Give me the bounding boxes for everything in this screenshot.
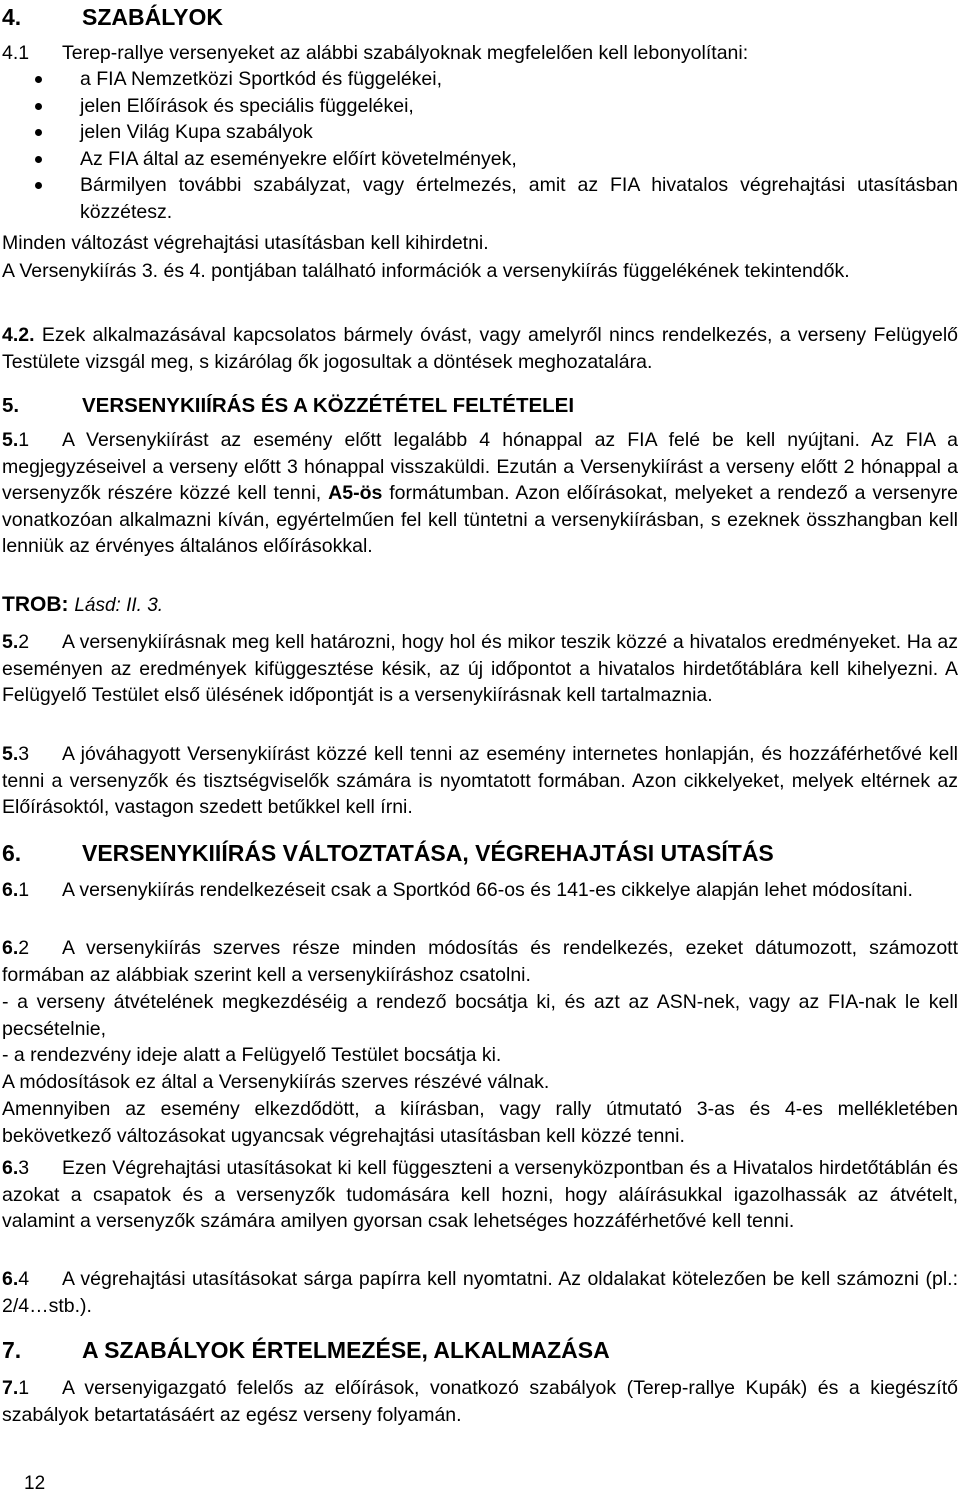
- paragraph-number: 4.1: [2, 42, 30, 64]
- section-title: VERSENYKIIÍRÁS ÉS A KÖZZÉTÉTEL FELTÉTELEI: [82, 394, 575, 417]
- paragraph-text: A versenykiírás rendelkezéseit csak a Sportkód 66-os és 141-es cikkelye alapján lehet módosítani.: [62, 879, 913, 901]
- section-title: SZABÁLYOK: [82, 4, 223, 30]
- paragraph-number: 6.1: [2, 879, 30, 901]
- trob-reference: [2, 592, 958, 620]
- paragraph-6-4: [2, 1266, 958, 1319]
- bullet-icon: [35, 103, 42, 110]
- paragraph-text: Terep-rallye versenyeket az alábbi szabályoknak megfelelően kell lebonyolítani:: [62, 42, 749, 64]
- paragraph-number: 5.2: [2, 631, 30, 653]
- bullet-icon: [35, 182, 42, 189]
- list-item: Az FIA által az eseményekre előírt követelmények,: [0, 146, 958, 173]
- paragraph-number: 5.3: [2, 743, 30, 765]
- bullet-icon: [35, 156, 42, 163]
- section-number: 7.: [2, 1337, 22, 1363]
- paragraph-number: 7.1: [2, 1377, 30, 1399]
- paragraph-text: Ezen Végrehajtási utasításokat ki kell függeszteni a versenyközpontban és a Hivatalos hirdetőtáblán és azokat a csapatok és a versenyzők tudomására kell hozni, hogy aláírásukkal igazolhassák az átvételt, valamint a versenyzők számára amilyen gyorsan csak lehetséges hozzáférhetővé kell tenni.: [2, 1157, 958, 1232]
- paragraph-5-2: [2, 629, 958, 709]
- list-item: jelen Világ Kupa szabályok: [0, 119, 958, 146]
- announcement-line: Minden változást végrehajtási utasításban kell kihirdetni.: [2, 232, 489, 254]
- bullet-icon: [35, 129, 42, 136]
- amendment-rule-1: - a verseny átvételének megkezdéséig a rendező bocsátja ki, és azt az ASN-nek, vagy az FIA-nak le kell pecsételnie,: [2, 991, 958, 1040]
- paragraph-number: 6.2: [2, 937, 30, 959]
- paragraph-7-1: [2, 1375, 958, 1428]
- section-number: 4.: [2, 4, 22, 30]
- requirements-list: [0, 66, 958, 225]
- paragraph-6-2: [2, 935, 958, 988]
- paragraph-5-1: 5.1 A Versenykiírást az esemény előtt legalább 4 hónappal az FIA felé be kell nyújtani. Az FIA a megjegyzéseivel a verseny előtt 3 hónappal visszaküldi. Ezután a Versenykiírást a verseny előtt 2 hónappal a versenyzők részére közzé kell tenni, A5-ös formátumban. Azon előírásokat, melyeket a rendező a versenyre vonatkozóan alkalmazni kíván, egyértelműen fel kell tüntetni a versenykiírásban, s ezeknek összhangban kell lenniük az érvényes általános előírásokkal.: [2, 429, 958, 557]
- bullet-icon: [35, 76, 42, 83]
- paragraph-number: 6.4: [2, 1268, 30, 1290]
- paragraph-text: A jóváhagyott Versenykiírást közzé kell tenni az esemény internetes honlapján, és hozzáférhetővé kell tenni a versenyzők és tisztségviselők számára is nyomtatott formában. Azon cikkelyeket, melyek eltérnek az Előírásoktól, vastagon szedett betűkkel kell írni.: [2, 743, 958, 818]
- paragraph-number: 5.1: [2, 429, 30, 451]
- section-number: 5.: [2, 394, 20, 417]
- section-6-heading: [2, 838, 774, 868]
- section-number: 6.: [2, 840, 22, 866]
- page-number: 12: [24, 1473, 46, 1494]
- paragraph-number: 4.2.: [2, 324, 35, 346]
- paragraph-text: A végrehajtási utasításokat sárga papírra kell nyomtatni. Az oldalakat kötelezően be kell számozni (pl.: 2/4…stb.).: [2, 1268, 958, 1317]
- section-4-heading: [2, 2, 223, 32]
- paragraph-text: A versenykiírásnak meg kell határozni, hogy hol és mikor teszik közzé a hivatalos eredményeket. Ha az eseményen az eredmények kifüggesztése késik, az új időpontot a hivatalos hirdetőtáblára kell kihelyezni. A Felügyelő Testület első ülésének időpontját is a versenykiírásnak kell tartalmaznia.: [2, 631, 958, 706]
- list-item: jelen Előírások és speciális függelékei,: [0, 93, 958, 120]
- paragraph-6-1: [2, 877, 958, 904]
- section-5-heading: [2, 393, 574, 419]
- annex-line: A Versenykiírás 3. és 4. pontjában található információk a versenykiírás függelékének tekintendők.: [2, 260, 850, 282]
- format-emphasis: A5-ös: [328, 482, 383, 504]
- amendment-rule-4: Amennyiben az esemény elkezdődött, a kiírásban, vagy rally útmutató 3-as és 4-es mellékletében bekövetkező változásokat ugyancsak végrehajtási utasításban kell közzé tenni.: [2, 1098, 958, 1147]
- list-item: a FIA Nemzetközi Sportkód és függelékei,: [0, 66, 958, 93]
- paragraph-5-3: [2, 741, 958, 821]
- trob-text: Lásd: II. 3.: [74, 595, 164, 616]
- paragraph-6-3: [2, 1155, 958, 1235]
- paragraph-4-1: [2, 40, 958, 67]
- section-title: A SZABÁLYOK ÉRTELMEZÉSE, ALKALMAZÁSA: [82, 1337, 610, 1363]
- paragraph-4-2: [2, 322, 958, 375]
- trob-label: TROB:: [2, 593, 69, 616]
- paragraph-text: A versenykiírás szerves része minden módosítás és rendelkezés, ezeket dátumozott, számozott formában az alábbiak szerint kell a versenykiíráshoz csatolni.: [2, 937, 958, 986]
- amendment-rule-2: - a rendezvény ideje alatt a Felügyelő Testület bocsátja ki.: [2, 1044, 502, 1066]
- section-title: VERSENYKIIÍRÁS VÁLTOZTATÁSA, VÉGREHAJTÁSI UTASÍTÁS: [82, 840, 774, 866]
- section-7-heading: [2, 1335, 610, 1365]
- paragraph-number: 6.3: [2, 1157, 30, 1179]
- list-item: Bármilyen további szabályzat, vagy értelmezés, amit az FIA hivatalos végrehajtási utasításban közzétesz.: [0, 172, 958, 225]
- paragraph-text: Ezek alkalmazásával kapcsolatos bármely óvást, vagy amelyről nincs rendelkezés, a verseny Felügyelő Testülete vizsgál meg, s kizárólag ők jogosultak a döntések meghozatalára.: [2, 324, 959, 373]
- paragraph-text: A versenyigazgató felelős az előírások, vonatkozó szabályok (Terep-rallye Kupák) és a kiegészítő szabályok betartatásáért az egész verseny folyamán.: [2, 1377, 958, 1426]
- amendment-rule-3: A módosítások ez által a Versenykiírás szerves részévé válnak.: [2, 1071, 550, 1093]
